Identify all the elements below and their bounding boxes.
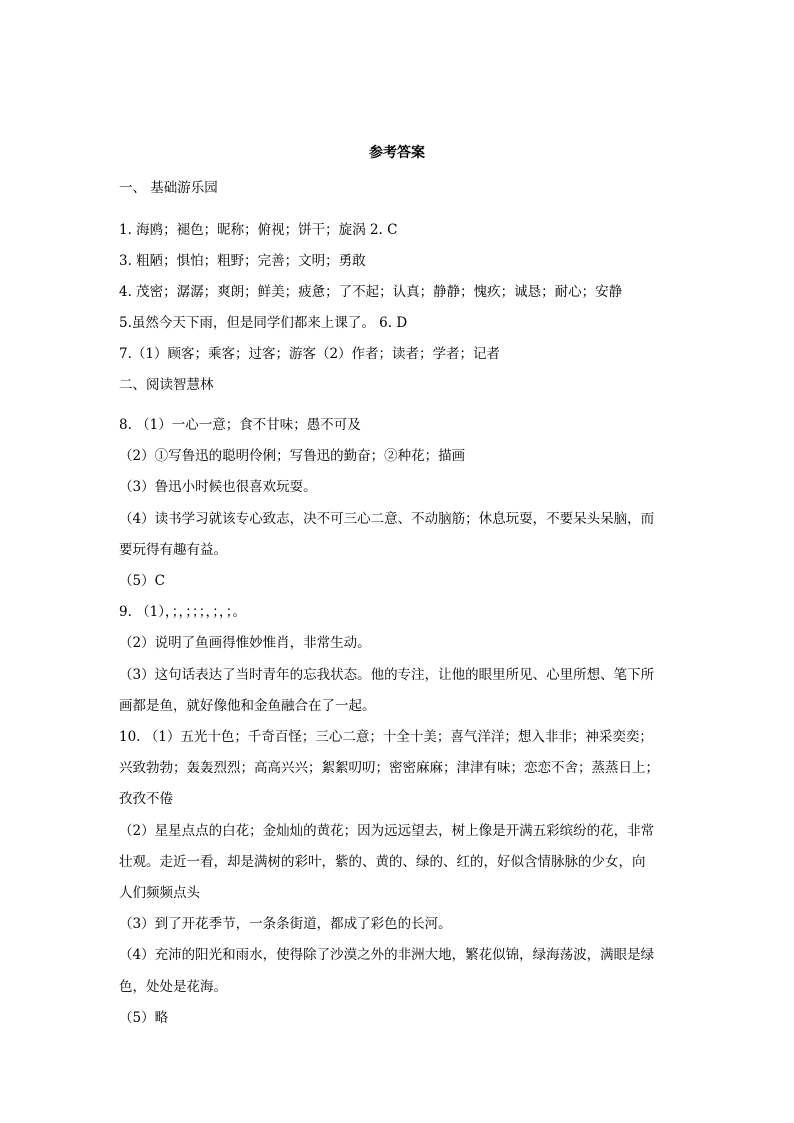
answer-line: 孜孜不倦 bbox=[119, 791, 173, 807]
answer-line: 4. 茂密；潺潺；爽朗；鲜美；疲惫；了不起；认真；静静；愧疚；诚恳；耐心；安静 bbox=[119, 284, 623, 300]
answer-line: （2）①写鲁迅的聪明伶俐；写鲁迅的勤奋；②种花；描画 bbox=[119, 448, 466, 464]
answer-line: 1. 海鸥；褪色；昵称；俯视；饼干；旋涡 2. C bbox=[119, 222, 398, 238]
answer-line: 7.（1）顾客；乘客；过客；游客（2）作者；读者；学者；记者 bbox=[119, 346, 501, 362]
answer-line: 3. 粗陋；惧怕；粗野；完善；文明；勇敢 bbox=[119, 253, 366, 269]
answer-line: 人们频频点头 bbox=[119, 885, 200, 901]
answer-line: 8. （1）一心一意；食不甘味；愚不可及 bbox=[119, 417, 361, 433]
answer-line: 色，处处是花海。 bbox=[119, 979, 227, 995]
answer-line: （2）星星点点的白花；金灿灿的黄花；因为远远望去，树上像是开满五彩缤纷的花，非常 bbox=[119, 823, 655, 839]
answer-line: （5）C bbox=[119, 573, 165, 589]
answer-line: 画都是鱼，就好像他和金鱼融合在了一起。 bbox=[119, 698, 376, 714]
answer-line: （4）读书学习就该专心致志，决不可三心二意、不动脑筋；休息玩耍，不要呆头呆脑，而 bbox=[119, 511, 655, 527]
answer-line: （3）这句话表达了当时青年的忘我状态。他的专注，让他的眼里所见、心里所想、笔下所 bbox=[119, 667, 655, 683]
answer-line: 9. （1），；，；；；，；，；。 bbox=[119, 604, 247, 620]
answer-line: （3）鲁迅小时候也很喜欢玩耍。 bbox=[119, 479, 317, 495]
section-heading-1: 一、 基础游乐园 bbox=[119, 180, 218, 196]
answer-line: （5）略 bbox=[119, 1010, 169, 1026]
answer-line: 壮观。走近一看，却是满树的彩叶，紫的、黄的、绿的、红的，好似含情脉脉的少女，向 bbox=[119, 854, 646, 870]
answer-line: （2）说明了鱼画得惟妙惟肖，非常生动。 bbox=[119, 635, 371, 651]
answer-line: 10. （1）五光十色；千奇百怪；三心二意；十全十美；喜气洋洋；想入非非；神采奕奕； bbox=[119, 729, 653, 745]
answer-line: （3）到了开花季节，一条条街道，都成了彩色的长河。 bbox=[119, 916, 452, 932]
answer-line: （4）充沛的阳光和雨水，使得除了沙漠之外的非洲大地，繁花似锦，绿海荡波，满眼是绿 bbox=[119, 947, 655, 963]
answer-line: 要玩得有趣有益。 bbox=[119, 542, 227, 558]
answer-line: 兴致勃勃；轰轰烈烈；高高兴兴；絮絮叨叨；密密麻麻；津津有味；恋恋不舍；蒸蒸日上； bbox=[119, 760, 659, 776]
section-heading-2: 二、阅读智慧林 bbox=[119, 377, 214, 393]
answer-line: 5.虽然今天下雨，但是同学们都来上课了。 6. D bbox=[119, 315, 408, 331]
page-title: 参考答案 bbox=[369, 145, 425, 161]
